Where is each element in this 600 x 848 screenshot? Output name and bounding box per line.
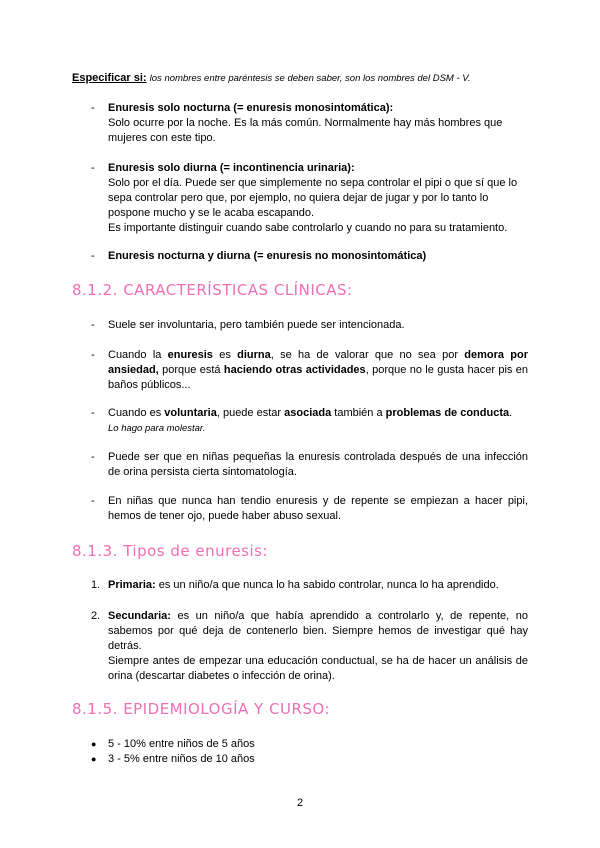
item-line: mujeres con este tipo.	[108, 132, 216, 144]
bold-run: Secundaria:	[108, 610, 171, 622]
text-run: es un niño/a que había aprendido a controlarlo y, de repente, no sabemos por qué deja de contenerlo bien. Siempre hemos de investigar qué hay detrás.	[108, 610, 528, 652]
text-run: Cuando la	[108, 349, 168, 361]
types-item-primary	[108, 578, 528, 593]
bold-run: haciendo otras actividades	[223, 364, 366, 376]
text-run: es	[212, 349, 238, 361]
clinical-item-3	[108, 406, 528, 436]
epi-item: 5 - 10% entre niños de 5 años	[108, 738, 255, 750]
item-line: sepa controlar pero que, por ejemplo, no quiera dejar de jugar y por lo tanto lo	[108, 192, 489, 204]
bullet-icon: ●	[91, 754, 97, 764]
list-number: 2.	[91, 610, 101, 622]
clinical-item-2	[108, 348, 528, 393]
clinical-item-4: Puede ser que en niñas pequeñas la enuresis controlada después de una infección de orina persista cierta sintomatología.	[108, 451, 528, 478]
bullet-icon: ●	[91, 739, 97, 749]
section-heading-epidemiology: 8.1.5. EPIDEMIOLOGÍA Y CURSO:	[72, 700, 330, 718]
list-dash: -	[91, 319, 95, 331]
list-item-diurnal	[108, 161, 538, 236]
text-run: , porque no le gusta hacer pis en baños públicos...	[108, 364, 528, 391]
list-dash: -	[91, 451, 95, 463]
item-line: pospone mucho y se le acaba escapando.	[108, 207, 315, 219]
text-run: .	[509, 407, 513, 419]
item-line: Es importante distinguir cuando sabe controlarlo y cuando no para su tratamiento.	[108, 222, 508, 234]
bold-run: diurna	[237, 349, 271, 361]
section-heading-types: 8.1.3. Tipos de enuresis:	[72, 542, 269, 560]
list-dash: -	[91, 495, 95, 507]
page-number: 2	[296, 797, 304, 809]
list-item-both	[108, 249, 538, 264]
text-run: es un niño/a que nunca lo ha sabido controlar, nunca lo ha aprendido.	[155, 579, 499, 591]
epi-item: 3 - 5% entre niños de 10 años	[108, 753, 255, 765]
bold-run: demora por ansiedad,	[108, 349, 529, 376]
bold-run: voluntaria	[164, 407, 217, 419]
text-run: , puede estar	[216, 407, 285, 419]
item-title: Enuresis nocturna y diurna (= enuresis no monosintomática)	[108, 250, 427, 262]
list-number: 1.	[91, 579, 101, 591]
list-dash: -	[91, 102, 95, 114]
list-item-nocturnal	[108, 101, 538, 146]
text-run: Siempre antes de empezar una educación conductual, se ha de hacer un análisis de orina (descartar diabetes o infección de orina).	[108, 655, 528, 682]
text-run: , se ha de valorar que no sea por	[270, 349, 465, 361]
item-title: Enuresis solo diurna (= incontinencia urinaria):	[108, 162, 355, 174]
bold-run: enuresis	[167, 349, 213, 361]
item-line: Solo ocurre por la noche. Es la más común. Normalmente hay más hombres que	[108, 117, 503, 129]
italic-note: Lo hago para molestar.	[108, 423, 206, 434]
list-dash: -	[91, 407, 95, 419]
list-dash: -	[91, 162, 95, 174]
text-run: también a	[331, 407, 386, 419]
list-dash: -	[91, 349, 95, 361]
bold-run: Primaria:	[108, 579, 156, 591]
specify-note: los nombres entre paréntesis se deben saber, son los nombres del DSM - V.	[149, 73, 471, 84]
types-item-secondary	[108, 609, 528, 684]
text-run: Cuando es	[108, 407, 165, 419]
bold-run: asociada	[284, 407, 332, 419]
clinical-item-1: Suele ser involuntaria, pero también puede ser intencionada.	[108, 319, 405, 331]
section-heading-clinical: 8.1.2. CARACTERÍSTICAS CLÍNICAS:	[72, 281, 353, 299]
item-title: Enuresis solo nocturna (= enuresis monosintomática):	[108, 102, 394, 114]
specify-label: Especificar si:	[72, 72, 147, 84]
specify-line	[72, 71, 471, 86]
text-run: porque está	[158, 364, 224, 376]
clinical-item-5: En niñas que nunca han tendio enuresis y de repente se empiezan a hacer pipi, hemos de tener ojo, puede haber abuso sexual.	[108, 495, 528, 522]
list-dash: -	[91, 250, 95, 262]
bold-run: problemas de conducta	[385, 407, 510, 419]
item-line: Solo por el día. Puede ser que simplemente no sepa controlar el pipi o que sí que lo	[108, 177, 518, 189]
